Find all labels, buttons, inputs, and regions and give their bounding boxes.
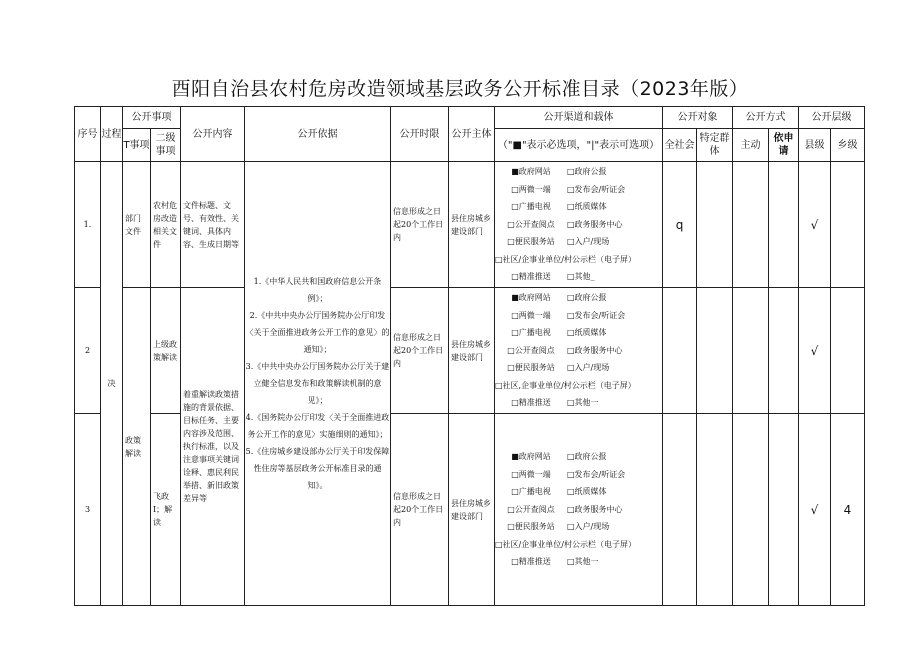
channel-option: □精准推送 — [511, 557, 551, 567]
row-method-active — [733, 414, 769, 606]
channel-option: □其他一 — [567, 557, 599, 567]
header-subject: 公开主体 — [449, 107, 495, 162]
channel-option-row — [495, 448, 662, 466]
channel-option: □公开查阅点 — [507, 219, 555, 229]
channel-option-row — [495, 377, 662, 395]
row-target-all: q — [663, 162, 697, 288]
header-method: 公开方式 — [733, 107, 799, 129]
channel-option: □政府公报 — [567, 452, 607, 462]
channel-option: □两微一端 — [511, 469, 551, 479]
header-items: 公开事项 — [123, 107, 181, 129]
row-target-specific — [697, 162, 733, 288]
header-level: 公开层级 — [799, 107, 865, 129]
row-level1: 部门文件 — [123, 162, 151, 288]
channel-option: □广播电视 — [511, 487, 551, 497]
process-cell: 决 — [101, 162, 123, 606]
row-level-county: √ — [799, 414, 831, 606]
channel-option-row — [495, 518, 662, 536]
row-level-county: √ — [799, 288, 831, 414]
row-channels — [495, 414, 663, 606]
row-level2: 上级政策解读 — [151, 288, 181, 414]
header-target-specific: 特定群体 — [697, 129, 733, 162]
channel-option: □其他_ — [567, 272, 595, 282]
channel-option: □入户/现场 — [567, 363, 610, 373]
header-basis: 公开依据 — [245, 107, 391, 162]
page-title: 酉阳自治县农村危房改造领域基层政务公开标准目录（2023年版） — [171, 78, 749, 100]
channel-option: □发布会/听证会 — [567, 469, 626, 479]
channel-option: □入户/现场 — [567, 522, 610, 532]
channel-option: □公开查阅点 — [507, 345, 555, 355]
channel-option: □政府公报 — [567, 293, 607, 303]
channel-option-row — [495, 553, 662, 571]
row-level1: 政策解读 — [123, 288, 151, 606]
channel-option: □纸质媒体 — [567, 328, 607, 338]
basis-text: 1.《中华人民共和国政府信息公开条例》； 2.《中共中央办公厅国务院办公厅印发〈关于全面推进政务公开工作的意见〉的通知》； 3.《中共中央办公厅国务院办公厅关于建立健全信息发布和政策解读机制的意见》； 4.《国务院办公厅印发〈关于全面推进政务公开工作的意见〉实施细则的通知》； 5.《住房城乡建设部办公厅关于印发保障性住房等基层政务公开标准目录的通知》。 — [245, 277, 390, 491]
row-seq: 3 — [75, 414, 101, 606]
basis-cell — [245, 162, 391, 606]
row-method-request — [769, 414, 799, 606]
row-time: 信息形成之日起20个工作日内 — [391, 288, 449, 414]
channel-option: □政务服务中心 — [567, 219, 623, 229]
channel-option-row — [495, 342, 662, 360]
channel-option-row — [495, 394, 662, 412]
channel-option: □纸质媒体 — [567, 487, 607, 497]
channel-option-row — [495, 289, 662, 307]
header-process: 过程 — [101, 107, 123, 162]
channel-option: □广播电视 — [511, 328, 551, 338]
channel-option: □政府公报 — [567, 167, 607, 177]
header-method-request: 依申请 — [769, 129, 799, 162]
channel-option: □社区/企事业单位/村公示栏（电子屏） — [495, 539, 636, 549]
channel-option: □精准推送 — [511, 272, 551, 282]
channel-option-row — [495, 536, 662, 554]
row-method-request — [769, 288, 799, 414]
channel-option-row — [495, 163, 662, 181]
header-channels-note: （"■"表示必选项，"|"表示可选项） — [495, 129, 663, 162]
header-time: 公开时限 — [391, 107, 449, 162]
channel-option-row — [495, 359, 662, 377]
row-time: 信息形成之日起20个工作日内 — [391, 162, 449, 288]
row-content: 文件标题、文号、有效性、关键词、具体内容、生成日期等 — [181, 162, 245, 288]
row-target-specific — [697, 414, 733, 606]
header-method-active: 主动 — [733, 129, 769, 162]
row-channels — [495, 162, 663, 288]
header-level-town: 乡级 — [831, 129, 865, 162]
channel-option: □公开查阅点 — [507, 504, 555, 514]
row-content: 着重解读政策措施的背景依据、目标任务、主要内容涉及范围、执行标准，以及注意事项关键词诠释、惠民利民举措、新旧政策差异等 — [181, 288, 245, 606]
row-seq: 1. — [75, 162, 101, 288]
row-seq: 2 — [75, 288, 101, 414]
channel-option: □纸质媒体 — [567, 202, 607, 212]
row-level-town: 4 — [831, 414, 865, 606]
channel-option: □两微一端 — [511, 310, 551, 320]
channel-option: ■政府网站 — [511, 452, 551, 462]
channel-option-row — [495, 483, 662, 501]
channel-option: □发布会/听证会 — [567, 310, 626, 320]
channel-option: □其他一 — [567, 398, 599, 408]
channel-option-row — [495, 233, 662, 251]
channel-option: □便民服务站 — [507, 522, 555, 532]
channel-option-row — [495, 181, 662, 199]
channel-option: □发布会/听证会 — [567, 184, 626, 194]
channel-option: □社区,企事业单位/村公示栏（电子屏） — [495, 380, 636, 390]
catalog-table — [74, 106, 865, 606]
row-level-town — [831, 162, 865, 288]
channel-option-row — [495, 268, 662, 286]
row-level-town — [831, 288, 865, 414]
channel-option-row — [495, 501, 662, 519]
channel-option: □便民服务站 — [507, 237, 555, 247]
header-level-county: 县级 — [799, 129, 831, 162]
channel-option-row — [495, 251, 662, 269]
row-method-active — [733, 288, 769, 414]
channel-option-row — [495, 307, 662, 325]
channel-option: □入户/现场 — [567, 237, 610, 247]
table-row — [75, 162, 865, 288]
header-level1: T事项 — [123, 129, 151, 162]
channel-option-row — [495, 216, 662, 234]
header-channels-title: 公开渠道和载体 — [495, 107, 663, 129]
table-row — [75, 288, 865, 414]
header-target: 公开对象 — [663, 107, 733, 129]
header-content: 公开内容 — [181, 107, 245, 162]
channel-option: □广播电视 — [511, 202, 551, 212]
channel-option: □社区/企事业单位/村公示栏（电子屏） — [495, 254, 636, 264]
channel-option: □政务服务中心 — [567, 345, 623, 355]
row-method-request — [769, 162, 799, 288]
channel-option-row — [495, 324, 662, 342]
row-channels — [495, 288, 663, 414]
row-subject: 县住房城乡建设部门 — [449, 288, 495, 414]
row-target-all — [663, 288, 697, 414]
channel-option: □精准推送 — [511, 398, 551, 408]
channel-option-row — [495, 466, 662, 484]
row-time: 信息形成之日起20个工作日内 — [391, 414, 449, 606]
header-level2: 二级事项 — [151, 129, 181, 162]
row-method-active — [733, 162, 769, 288]
channel-option: ■政府网站 — [511, 293, 551, 303]
row-target-specific — [697, 288, 733, 414]
channel-option-row — [495, 198, 662, 216]
row-subject: 县住房城乡建设部门 — [449, 414, 495, 606]
row-level2: 飞政 I；解读 — [151, 414, 181, 606]
row-subject: 县住房城乡建设部门 — [449, 162, 495, 288]
header-seq: 序号 — [75, 107, 101, 162]
row-level-county: √ — [799, 162, 831, 288]
channel-option: □便民服务站 — [507, 363, 555, 373]
channel-option: □两微一端 — [511, 184, 551, 194]
header-target-all: 全社会 — [663, 129, 697, 162]
channel-option: □政务服务中心 — [567, 504, 623, 514]
row-target-all — [663, 414, 697, 606]
channel-option: ■政府网站 — [511, 167, 551, 177]
row-level2: 农村危房改造相关文件 — [151, 162, 181, 288]
